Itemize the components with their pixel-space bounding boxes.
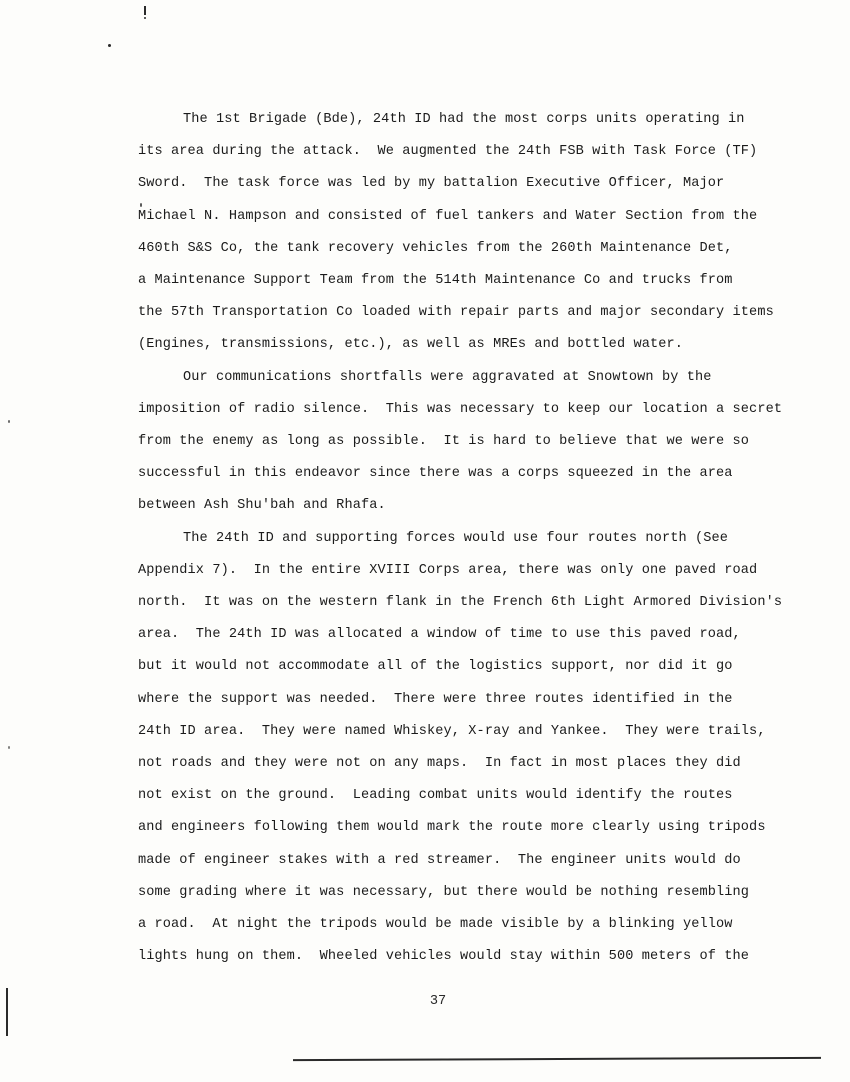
scan-artifact-top-dot <box>144 17 146 19</box>
body-text <box>138 104 790 973</box>
text-line: imposition of radio silence. This was necessary to keep our location a secret <box>138 401 783 417</box>
scan-artifact-dot <box>8 746 10 749</box>
text-line: north. It was on the western flank in the French 6th Light Armored Division's <box>138 595 783 611</box>
text-line: where the support was needed. There were three routes identified in the <box>138 691 733 707</box>
text-line: not roads and they were not on any maps. In fact in most places they did <box>138 756 741 772</box>
text-line: 24th ID area. They were named Whiskey, X-ray and Yankee. They were trails, <box>138 723 766 739</box>
text-line: Sword. The task force was led by my battalion Executive Officer, Major <box>138 176 725 192</box>
text-line: from the enemy as long as possible. It is hard to believe that we were so <box>138 434 750 450</box>
scan-artifact-dot <box>108 44 111 47</box>
text-line: The 24th ID and supporting forces would use four routes north (See <box>183 530 728 546</box>
text-line: 460th S&S Co, the tank recovery vehicles from the 260th Maintenance Det, <box>138 240 733 256</box>
text-line: between Ash Shu'bah and Rhafa. <box>138 498 386 514</box>
text-line: some grading where it was necessary, but there would be nothing resembling <box>138 884 750 900</box>
text-line: not exist on the ground. Leading combat units would identify the routes <box>138 788 733 804</box>
scan-artifact-bottom-line <box>293 1057 821 1061</box>
text-line: The 1st Brigade (Bde), 24th ID had the most corps units operating in <box>183 112 745 127</box>
page-number: 37 <box>429 994 447 1009</box>
text-line: a Maintenance Support Team from the 514th Maintenance Co and trucks from <box>138 273 733 289</box>
text-line: (Engines, transmissions, etc.), as well as MREs and bottled water. <box>138 337 683 353</box>
text-line: Appendix 7). In the entire XVIII Corps area, there was only one paved road <box>138 562 758 578</box>
text-line: and engineers following them would mark the route more clearly using tripods <box>138 820 766 836</box>
scan-artifact-top-mark <box>144 6 146 15</box>
text-line: the 57th Transportation Co loaded with repair parts and major secondary items <box>138 305 774 321</box>
text-line: its area during the attack. We augmented the 24th FSB with Task Force (TF) <box>138 144 758 160</box>
text-line: but it would not accommodate all of the logistics support, nor did it go <box>138 659 733 675</box>
scan-artifact-left-line <box>6 988 8 1036</box>
text-line: area. The 24th ID was allocated a window of time to use this paved road, <box>138 627 741 643</box>
text-line: Our communications shortfalls were aggravated at Snowtown by the <box>183 369 712 385</box>
text-line: made of engineer stakes with a red streamer. The engineer units would do <box>138 852 741 868</box>
text-line: successful in this endeavor since there was a corps squeezed in the area <box>138 466 733 482</box>
text-line: lights hung on them. Wheeled vehicles would stay within 500 meters of the <box>138 949 750 965</box>
scan-artifact-dot <box>8 420 10 423</box>
text-line: Michael N. Hampson and consisted of fuel tankers and Water Section from the <box>138 208 758 224</box>
text-line: a road. At night the tripods would be made visible by a blinking yellow <box>138 917 733 933</box>
